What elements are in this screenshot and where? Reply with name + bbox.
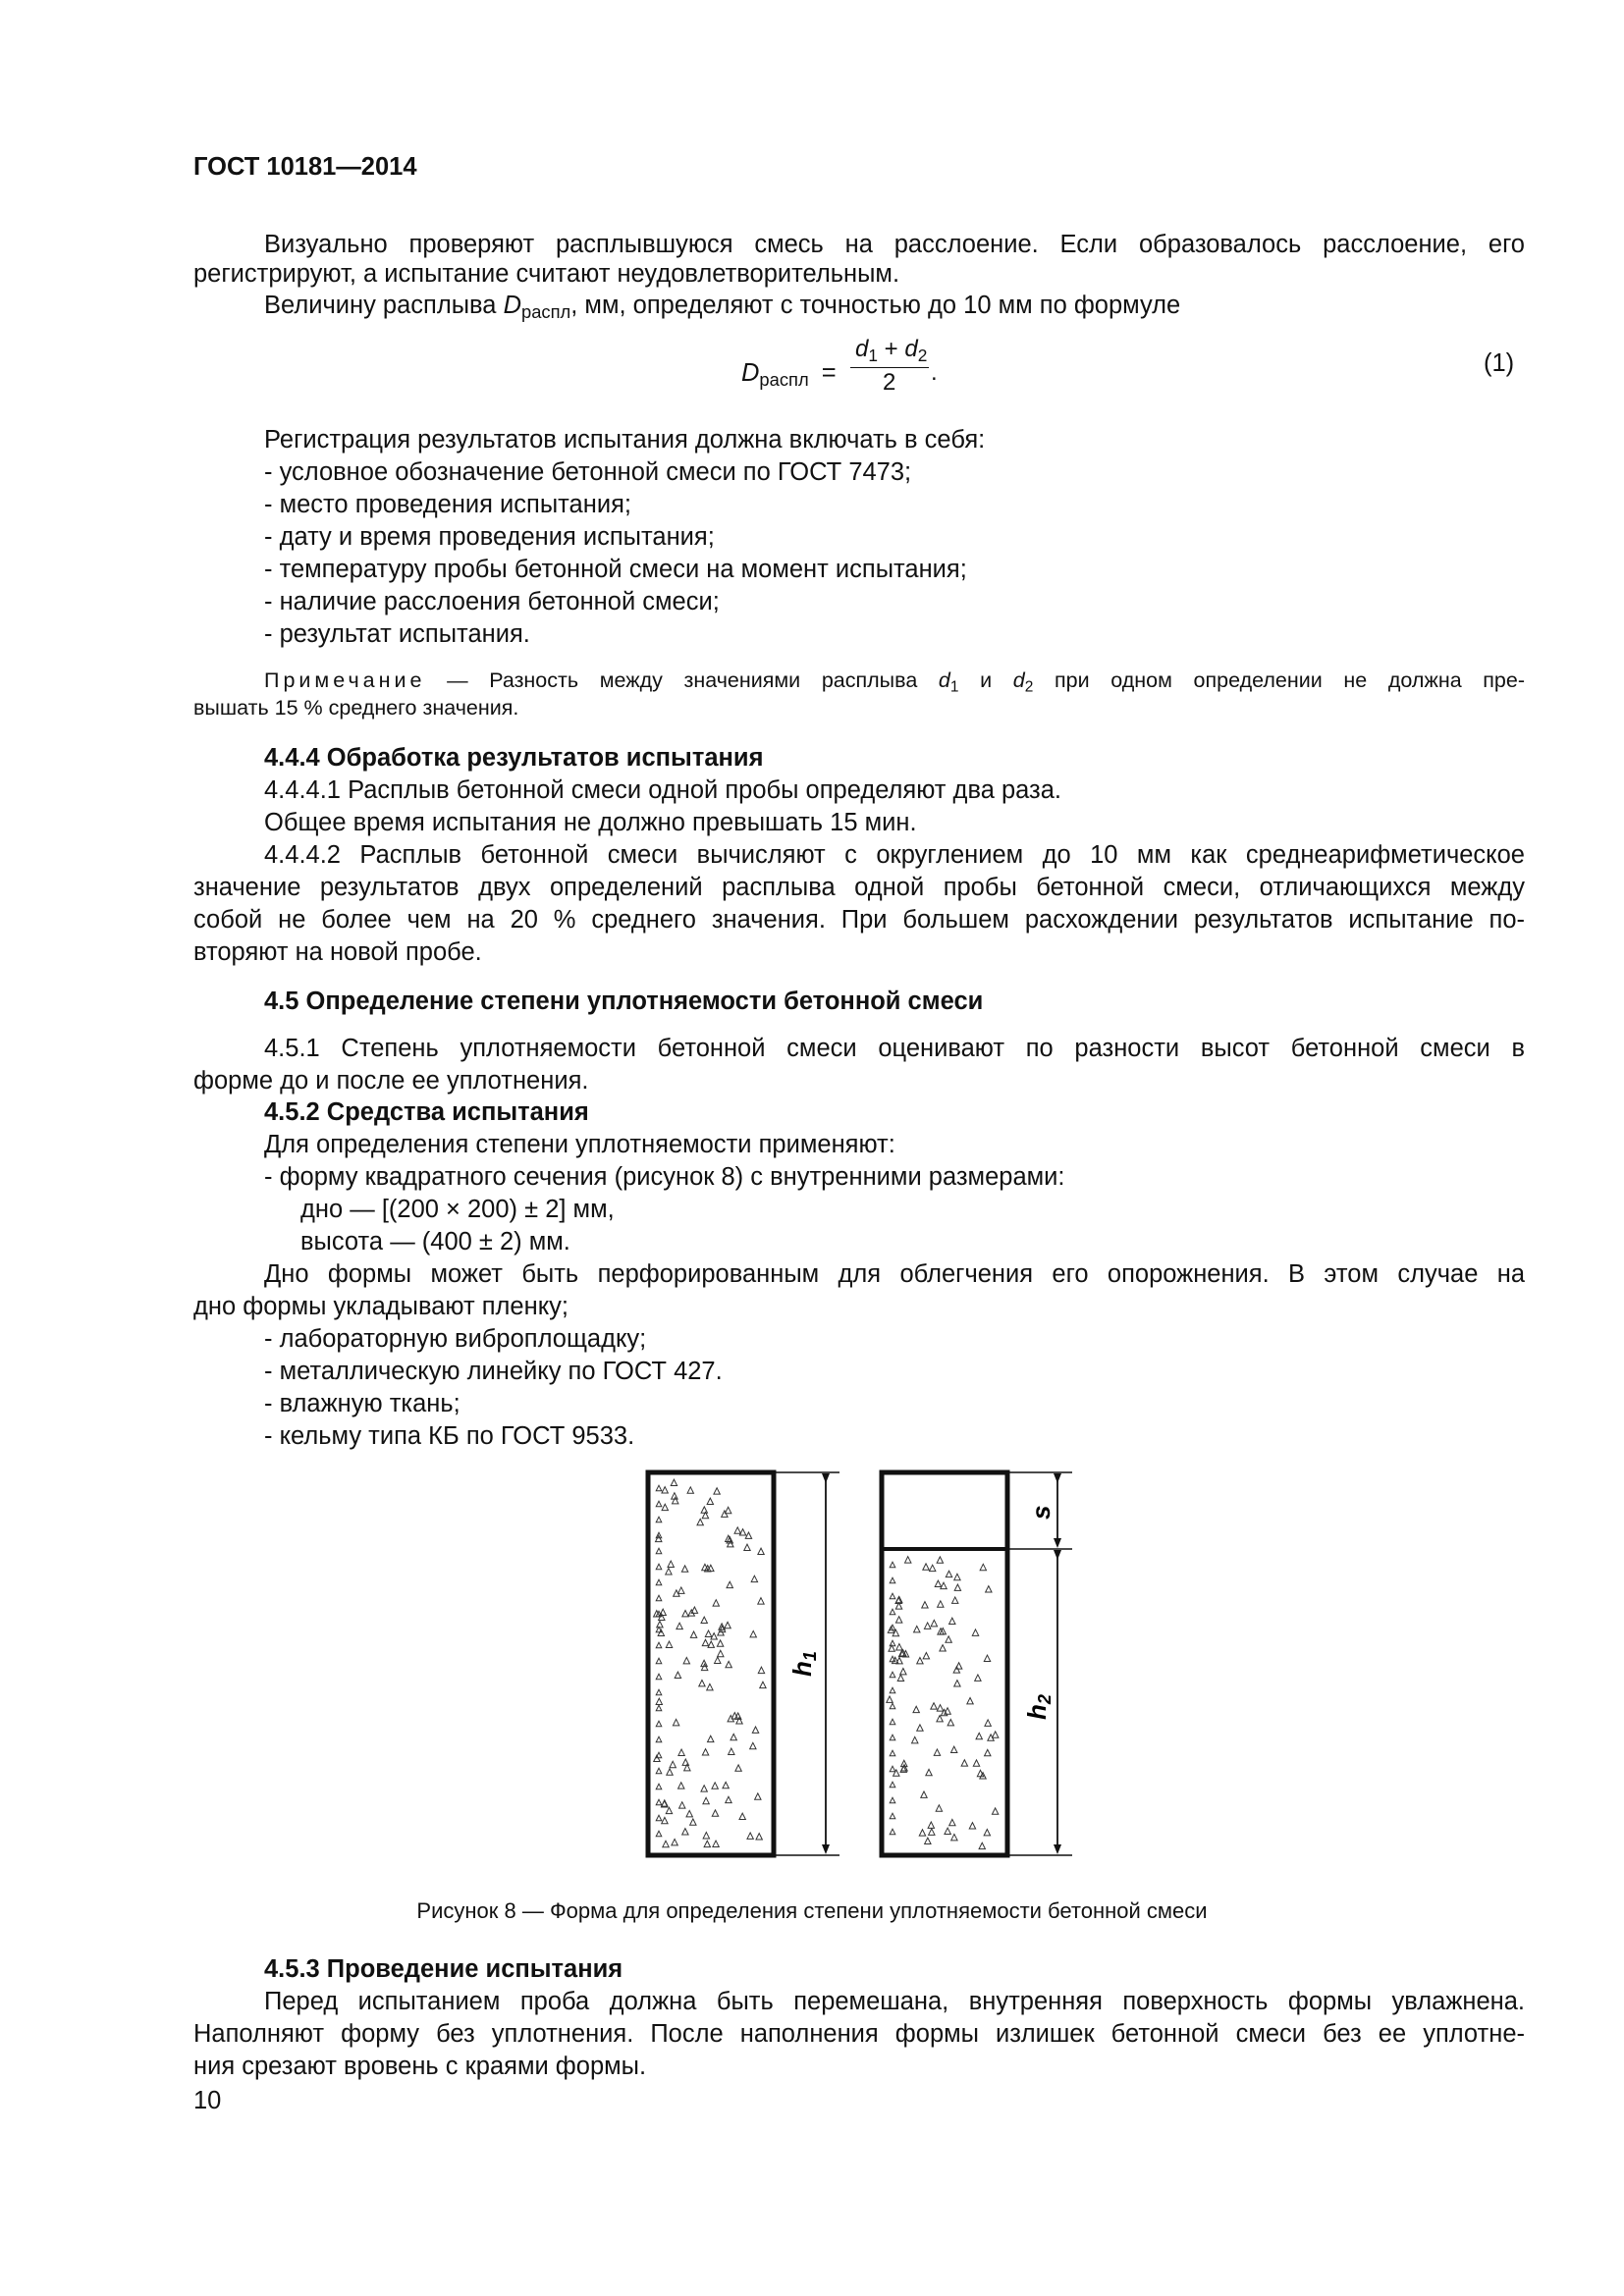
- aggregate-mark: [912, 1736, 918, 1742]
- aggregate-mark: [682, 1829, 688, 1835]
- aggregate-mark: [928, 1822, 934, 1828]
- list-subitem: высота — (400 ± 2) мм.: [300, 1228, 570, 1255]
- aggregate-mark: [947, 1720, 953, 1726]
- paragraph-line: Визуально проверяют расплывшуюся смесь на расслоение. Если образовалось расслоение, его: [264, 231, 1525, 258]
- aggregate-mark: [704, 1841, 710, 1846]
- aggregate-mark: [890, 1813, 895, 1819]
- list-item: - место проведения испытания;: [264, 491, 631, 518]
- aggregate-mark: [734, 1527, 740, 1533]
- aggregate-mark: [972, 1629, 978, 1635]
- aggregate-mark: [678, 1587, 684, 1593]
- aggregate-mark: [755, 1793, 761, 1799]
- aggregate-mark: [713, 1841, 719, 1846]
- aggregate-mark: [937, 1557, 943, 1563]
- aggregate-mark: [896, 1644, 902, 1650]
- aggregate-mark: [702, 1639, 708, 1645]
- aggregate-mark: [750, 1630, 756, 1636]
- aggregate-mark: [952, 1597, 958, 1603]
- aggregate-mark: [979, 1842, 985, 1848]
- aggregate-mark: [900, 1669, 906, 1675]
- paragraph-line: Перед испытанием проба должна быть перемешана, внутренняя поверхность формы увлажнена.: [264, 1988, 1525, 2015]
- section-heading: 4.5 Определение степени уплотняемости бетонной смеси: [264, 988, 984, 1015]
- aggregate-mark: [699, 1681, 705, 1686]
- aggregate-mark: [975, 1675, 981, 1681]
- aggregate-mark: [890, 1577, 895, 1583]
- section-heading: 4.5.3 Проведение испытания: [264, 1955, 623, 1983]
- formula-numerator: $d_1 + d_2$: [855, 336, 928, 365]
- note-line: вышать 15 % среднего значения.: [193, 696, 519, 720]
- aggregate-mark: [677, 1623, 682, 1629]
- aggregate-mark: [701, 1617, 707, 1623]
- aggregate-mark: [683, 1657, 689, 1663]
- aggregate-mark: [923, 1652, 929, 1658]
- aggregate-mark: [678, 1749, 684, 1755]
- aggregate-mark: [973, 1760, 979, 1766]
- page-number: 10: [193, 2087, 222, 2114]
- aggregate-mark: [890, 1829, 895, 1835]
- aggregate-mark: [917, 1657, 923, 1663]
- aggregate-mark: [707, 1498, 713, 1504]
- label-h2: h2: [1022, 1694, 1055, 1720]
- paragraph-line: 4.4.4.1 Расплыв бетонной смеси одной пробы определяют два раза.: [264, 776, 1062, 804]
- aggregate-mark: [662, 1487, 668, 1493]
- figure-8-diagram: [628, 1463, 1080, 1875]
- aggregate-mark: [703, 1797, 709, 1803]
- aggregate-mark: [657, 1622, 663, 1628]
- aggregate-mark: [656, 1736, 662, 1742]
- aggregate-mark: [656, 1831, 662, 1837]
- aggregate-mark: [663, 1841, 669, 1846]
- list-item: - наличие расслоения бетонной смеси;: [264, 588, 720, 615]
- aggregate-mark: [937, 1705, 943, 1711]
- aggregate-mark: [662, 1504, 668, 1510]
- aggregate-mark: [922, 1602, 928, 1608]
- aggregate-mark: [758, 1667, 764, 1673]
- label-s: s: [1026, 1505, 1056, 1520]
- note-line: Примечание — Разность между значениями расплыва $d_1$ и $d_2$ при одном определении не должна пре-: [264, 668, 1526, 696]
- aggregate-mark: [890, 1797, 895, 1803]
- equation-number: (1): [1484, 349, 1515, 377]
- paragraph-line: собой не более чем на 20 % среднего значения. При большем расхождении результатов испытание по-: [193, 906, 1525, 934]
- aggregate-mark: [701, 1786, 707, 1791]
- paragraph-line: Дно формы может быть перфорированным для облегчения его опорожнения. В этом случае на: [264, 1260, 1525, 1288]
- paragraph-line: регистрируют, а испытание считают неудовлетворительным.: [193, 260, 900, 288]
- aggregate-mark: [731, 1734, 736, 1739]
- aggregate-mark: [673, 1719, 678, 1725]
- aggregate-mark: [682, 1759, 688, 1765]
- aggregate-mark: [690, 1819, 696, 1825]
- concrete-mix-fill: [654, 1479, 767, 1847]
- aggregate-mark: [656, 1689, 662, 1695]
- aggregate-mark: [893, 1770, 899, 1776]
- aggregate-mark: [662, 1817, 668, 1823]
- aggregate-mark: [980, 1564, 986, 1570]
- aggregate-mark: [890, 1719, 895, 1725]
- aggregate-mark: [729, 1748, 734, 1754]
- aggregate-mark: [666, 1641, 672, 1647]
- aggregate-mark: [715, 1657, 721, 1663]
- aggregate-mark: [726, 1661, 731, 1667]
- aggregate-mark: [679, 1802, 685, 1808]
- aggregate-mark: [682, 1611, 688, 1617]
- aggregate-mark: [656, 1784, 662, 1789]
- aggregate-mark: [917, 1725, 923, 1731]
- aggregate-mark: [656, 1799, 662, 1805]
- formula-intro: Величину расплыва $D_{распл}$, мм, определяют с точностью до 10 мм по формуле: [264, 292, 1181, 323]
- paragraph-line: ния срезают вровень с краями формы.: [193, 2053, 647, 2080]
- aggregate-mark: [931, 1703, 937, 1709]
- aggregate-mark: [656, 1564, 662, 1570]
- aggregate-mark: [940, 1645, 946, 1651]
- aggregate-mark: [690, 1631, 696, 1637]
- aggregate-mark: [751, 1575, 757, 1581]
- aggregate-mark: [656, 1698, 662, 1704]
- aggregate-mark: [890, 1735, 895, 1740]
- aggregate-mark: [666, 1569, 672, 1575]
- aggregate-mark: [686, 1810, 692, 1816]
- aggregate-mark: [961, 1760, 967, 1766]
- aggregate-mark: [890, 1672, 895, 1678]
- aggregate-mark: [666, 1807, 672, 1813]
- aggregate-mark: [701, 1507, 707, 1513]
- paragraph-line: 4.4.4.2 Расплыв бетонной смеси вычисляют с округлением до 10 мм как среднеарифметическое: [264, 841, 1525, 869]
- aggregate-mark: [708, 1641, 714, 1647]
- aggregate-mark: [670, 1761, 676, 1767]
- aggregate-mark: [713, 1600, 719, 1606]
- aggregate-mark: [668, 1561, 674, 1567]
- aggregate-mark: [890, 1609, 895, 1615]
- aggregate-mark: [656, 1548, 662, 1554]
- aggregate-mark: [924, 1623, 930, 1629]
- aggregate-mark: [656, 1815, 662, 1821]
- aggregate-mark: [697, 1519, 703, 1524]
- list-item: - влажную ткань;: [264, 1390, 460, 1417]
- aggregate-mark: [714, 1488, 720, 1494]
- aggregate-mark: [739, 1529, 745, 1535]
- paragraph-line: дно формы укладывают пленку;: [193, 1293, 568, 1320]
- aggregate-mark: [993, 1732, 999, 1737]
- aggregate-mark: [656, 1517, 662, 1522]
- aggregate-mark: [758, 1598, 764, 1604]
- aggregate-mark: [923, 1564, 929, 1570]
- aggregate-mark: [708, 1735, 714, 1741]
- aggregate-mark: [984, 1830, 990, 1836]
- figure-caption: Рисунок 8 — Форма для определения степени уплотняемости бетонной смеси: [416, 1898, 1208, 1923]
- aggregate-mark: [954, 1584, 960, 1590]
- aggregate-mark: [895, 1617, 901, 1623]
- section-heading: 4.4.4 Обработка результатов испытания: [264, 744, 764, 772]
- paragraph-line: значение результатов двух определений расплыва одной пробы бетонной смеси, отличающихся между: [193, 874, 1525, 901]
- list-item: - кельму типа КБ по ГОСТ 9533.: [264, 1422, 635, 1450]
- mold-before-compaction: [648, 1472, 774, 1855]
- aggregate-mark: [656, 1658, 662, 1664]
- aggregate-mark: [750, 1742, 756, 1748]
- aggregate-mark: [984, 1655, 990, 1661]
- aggregate-mark: [935, 1580, 941, 1586]
- aggregate-mark: [949, 1819, 955, 1825]
- aggregate-mark: [744, 1544, 750, 1550]
- aggregate-mark: [925, 1838, 931, 1843]
- aggregate-mark: [681, 1566, 687, 1572]
- aggregate-mark: [656, 1579, 662, 1585]
- aggregate-mark: [656, 1705, 662, 1711]
- aggregate-mark: [727, 1581, 732, 1587]
- paragraph-line: 4.5.1 Степень уплотняемости бетонной смеси оценивают по разности высот бетонной смеси в: [264, 1035, 1525, 1062]
- aggregate-mark: [702, 1749, 708, 1755]
- list-subitem: дно — [(200 × 200) ± 2] мм,: [300, 1196, 615, 1223]
- list-item: - дату и время проведения испытания;: [264, 523, 715, 551]
- list-item: - форму квадратного сечения (рисунок 8) с внутренними размерами:: [264, 1163, 1065, 1191]
- aggregate-mark: [921, 1791, 927, 1797]
- aggregate-mark: [969, 1823, 975, 1829]
- aggregate-mark: [938, 1601, 944, 1607]
- section-heading: 4.5.2 Средства испытания: [264, 1098, 589, 1126]
- aggregate-mark: [937, 1715, 943, 1721]
- aggregate-mark: [905, 1557, 911, 1563]
- paragraph-line: Наполняют форму без уплотнения. После наполнения формы излишек бетонной смеси без ее уплотне-: [193, 2020, 1525, 2048]
- aggregate-mark: [890, 1593, 895, 1599]
- aggregate-mark: [656, 1501, 662, 1507]
- aggregate-mark: [967, 1697, 973, 1703]
- aggregate-mark: [656, 1595, 662, 1601]
- aggregate-mark: [946, 1571, 951, 1576]
- aggregate-mark: [897, 1675, 903, 1681]
- aggregate-mark: [725, 1507, 731, 1513]
- aggregate-mark: [919, 1830, 925, 1836]
- aggregate-mark: [723, 1782, 729, 1788]
- list-item: - условное обозначение бетонной смеси по ГОСТ 7473;: [264, 458, 912, 486]
- concrete-mix-fill: [887, 1557, 999, 1849]
- aggregate-mark: [986, 1586, 992, 1592]
- aggregate-mark: [656, 1674, 662, 1680]
- aggregate-mark: [887, 1696, 893, 1702]
- aggregate-mark: [718, 1650, 724, 1656]
- aggregate-mark: [735, 1765, 741, 1771]
- aggregate-mark: [739, 1813, 745, 1819]
- aggregate-mark: [712, 1810, 718, 1816]
- aggregate-mark: [931, 1620, 937, 1626]
- aggregate-mark: [950, 1746, 956, 1752]
- aggregate-mark: [760, 1682, 766, 1687]
- aggregate-mark: [752, 1727, 758, 1733]
- aggregate-mark: [890, 1687, 895, 1693]
- aggregate-mark: [725, 1622, 731, 1628]
- aggregate-mark: [672, 1839, 677, 1844]
- document-header: ГОСТ 10181—2014: [193, 153, 417, 181]
- aggregate-mark: [945, 1828, 950, 1834]
- list-item: - результат испытания.: [264, 620, 530, 648]
- aggregate-mark: [890, 1562, 895, 1568]
- aggregate-mark: [949, 1618, 955, 1624]
- aggregate-mark: [941, 1582, 947, 1588]
- aggregate-mark: [656, 1485, 662, 1491]
- paragraph-line: форме до и после ее уплотнения.: [193, 1067, 589, 1095]
- paragraph-line: Общее время испытания не должно превышать 15 мин.: [264, 809, 917, 836]
- aggregate-mark: [687, 1487, 693, 1493]
- aggregate-mark: [976, 1733, 982, 1738]
- aggregate-mark: [934, 1749, 940, 1755]
- aggregate-mark: [929, 1565, 935, 1571]
- aggregate-mark: [756, 1834, 762, 1840]
- aggregate-mark: [671, 1479, 677, 1485]
- paragraph-line: Для определения степени уплотняемости применяют:: [264, 1131, 895, 1158]
- aggregate-mark: [726, 1796, 731, 1802]
- aggregate-mark: [890, 1766, 895, 1772]
- list-item: - лабораторную виброплощадку;: [264, 1325, 647, 1353]
- label-h1: h1: [787, 1651, 820, 1677]
- aggregate-mark: [946, 1636, 951, 1642]
- aggregate-mark: [951, 1834, 957, 1840]
- aggregate-mark: [758, 1548, 764, 1554]
- aggregate-mark: [914, 1626, 920, 1631]
- aggregate-mark: [717, 1640, 723, 1646]
- paragraph-line: вторяют на новой пробе.: [193, 938, 482, 966]
- list-intro: Регистрация результатов испытания должна включать в себя:: [264, 426, 986, 454]
- aggregate-mark: [890, 1782, 895, 1788]
- aggregate-mark: [747, 1833, 753, 1839]
- aggregate-mark: [890, 1640, 895, 1646]
- aggregate-mark: [926, 1769, 932, 1775]
- aggregate-mark: [992, 1808, 998, 1814]
- aggregate-mark: [954, 1681, 960, 1686]
- aggregate-mark: [985, 1720, 991, 1726]
- aggregate-mark: [712, 1783, 718, 1789]
- aggregate-mark: [954, 1574, 960, 1579]
- formula-denominator: 2: [883, 369, 896, 396]
- aggregate-mark: [890, 1703, 895, 1709]
- aggregate-mark: [675, 1672, 680, 1678]
- aggregate-mark: [656, 1768, 662, 1774]
- aggregate-mark: [936, 1805, 942, 1811]
- aggregate-mark: [705, 1630, 711, 1636]
- aggregate-mark: [703, 1833, 709, 1839]
- aggregate-mark: [656, 1642, 662, 1648]
- aggregate-mark: [707, 1683, 713, 1689]
- list-item: - металлическую линейку по ГОСТ 427.: [264, 1358, 723, 1385]
- aggregate-mark: [678, 1783, 684, 1789]
- aggregate-mark: [929, 1829, 935, 1835]
- aggregate-mark: [890, 1750, 895, 1756]
- list-item: - температуру пробы бетонной смеси на момент испытания;: [264, 556, 967, 583]
- aggregate-mark: [985, 1749, 991, 1755]
- fraction-bar: [850, 367, 929, 368]
- aggregate-mark: [656, 1721, 662, 1727]
- aggregate-mark: [913, 1706, 919, 1712]
- aggregate-mark: [667, 1769, 673, 1775]
